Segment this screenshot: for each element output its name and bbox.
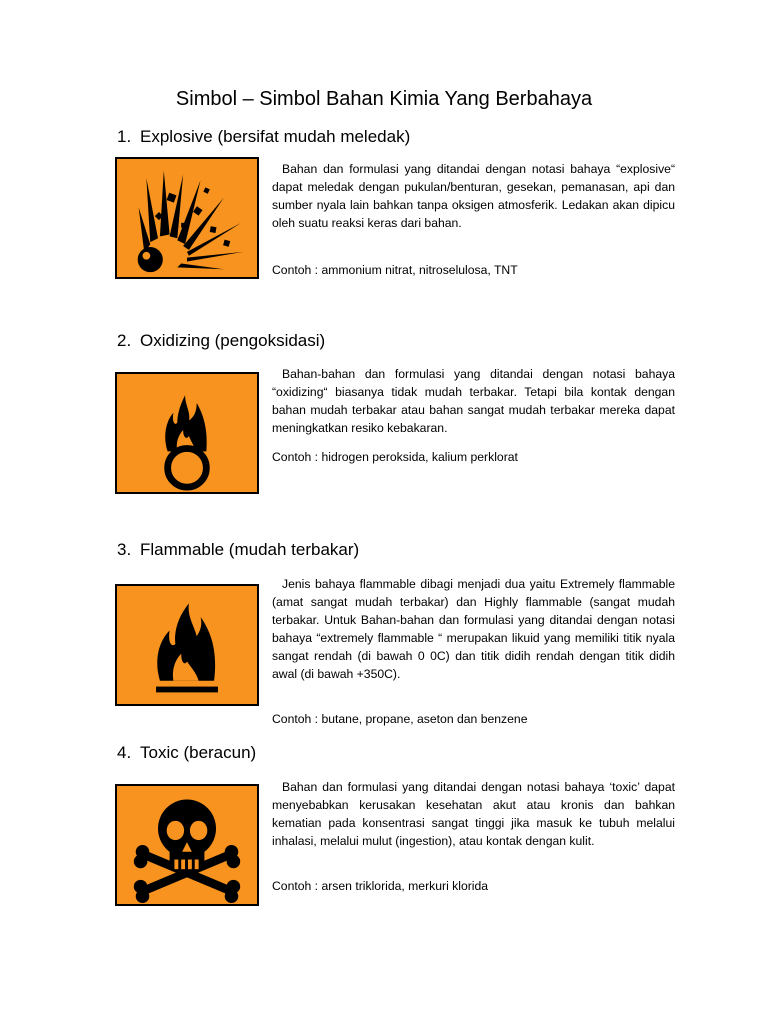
section-description: Bahan dan formulasi yang ditandai dengan notasi bahaya “explosive“ dapat meledak dengan pukulan/benturan, gesekan, pemanasan, api dan sumber nyala lain bahkan tanpa oksigen atmosferik. Ledakan akan dipicu oleh suatu reaksi keras dari bahan. bbox=[272, 162, 675, 230]
section-title: Flammable (mudah terbakar) bbox=[140, 540, 360, 559]
toxic-icon bbox=[115, 784, 259, 906]
section-heading bbox=[117, 331, 325, 351]
section-heading bbox=[117, 743, 256, 763]
section-number: 1. bbox=[117, 127, 132, 146]
section-example: Contoh : ammonium nitrat, nitroselulosa, TNT bbox=[272, 263, 518, 277]
section-description: Bahan dan formulasi yang ditandai dengan notasi bahaya ‘toxic’ dapat menyebabkan kerusakan kesehatan akut atau kronis dan bahkan kematian pada konsentrasi sangat tinggi jika masuk ke tubuh melalui inhalasi, melalui mulut (ingestion), atau kontak dengan kulit. bbox=[272, 780, 675, 848]
page-title: Simbol – Simbol Bahan Kimia Yang Berbahaya bbox=[175, 88, 593, 110]
section-title: Toxic (beracun) bbox=[140, 743, 257, 762]
oxidizing-icon bbox=[115, 372, 259, 494]
section-title: Oxidizing (pengoksidasi) bbox=[140, 331, 326, 350]
section-heading bbox=[117, 540, 359, 560]
section-example: Contoh : butane, propane, aseton dan benzene bbox=[272, 712, 528, 726]
section-heading bbox=[117, 127, 410, 147]
flammable-icon bbox=[115, 584, 259, 706]
section-number: 3. bbox=[117, 540, 132, 559]
explosive-icon bbox=[115, 157, 259, 279]
section-description: Jenis bahaya flammable dibagi menjadi dua yaitu Extremely flammable (amat sangat mudah terbakar) dan Highly flammable (sangat mudah terbakar. Untuk Bahan-bahan dan formulasi yang ditandai dengan notasi bahaya “extremely flammable “ merupakan likuid yang memiliki titik nyala sangat rendah (di bawah 0 0C) dan titik didih rendah dengan titik didih awal (di bawah +350C). bbox=[272, 577, 675, 681]
section-number: 2. bbox=[117, 331, 132, 350]
section-example: Contoh : arsen triklorida, merkuri klorida bbox=[272, 879, 489, 893]
section-example: Contoh : hidrogen peroksida, kalium perklorat bbox=[272, 450, 518, 464]
section-number: 4. bbox=[117, 743, 132, 762]
section-description: Bahan-bahan dan formulasi yang ditandai dengan notasi bahaya “oxidizing“ biasanya tidak mudah terbakar. Tetapi bila kontak dengan bahan mudah terbakar atau bahan sangat mudah terbakar mereka dapat meningkatkan resiko kebakaran. bbox=[272, 367, 675, 435]
section-title: Explosive (bersifat mudah meledak) bbox=[140, 127, 411, 146]
